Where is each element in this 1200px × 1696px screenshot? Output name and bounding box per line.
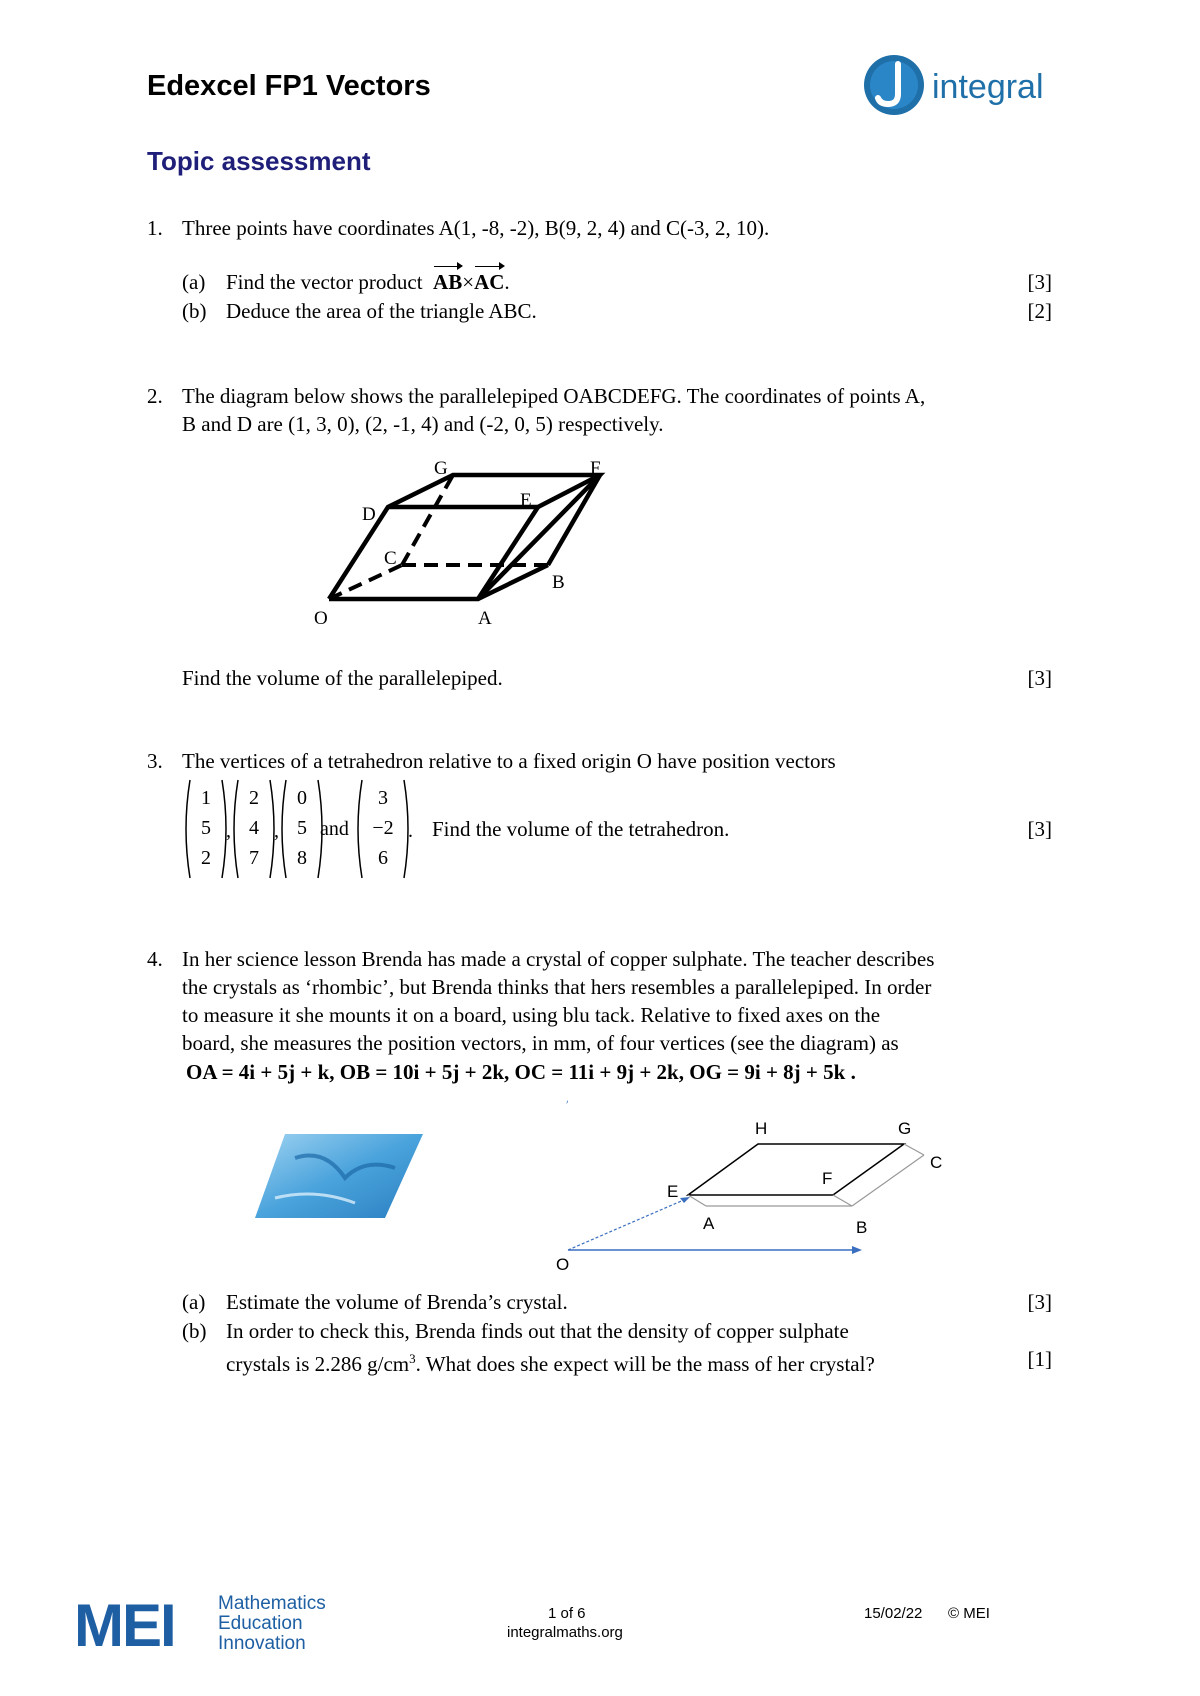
q4-number: 4.: [147, 947, 163, 971]
label-a: A: [478, 608, 492, 629]
copyright: © MEI: [948, 1605, 990, 1622]
q4a-mark: [3]: [1027, 1290, 1052, 1314]
q1-number: 1.: [147, 216, 163, 240]
label-e: E: [520, 490, 532, 511]
date: 15/02/22: [864, 1605, 923, 1622]
comma-2: ,: [274, 820, 279, 842]
q1a-prompt: Find the vector product: [226, 270, 423, 294]
q3-line1: The vertices of a tetrahedron relative to a fixed origin O have position vectors: [182, 749, 836, 773]
q4b-line2-pre: crystals is 2.286 g/cm: [226, 1352, 410, 1376]
crystal-diagram: [540, 1095, 970, 1285]
q2-mark: [3]: [1027, 666, 1052, 690]
label-o: O: [556, 1255, 570, 1274]
q2-line2: B and D are (1, 3, 0), (2, -1, 4) and (-2, 0, 5) respectively.: [182, 412, 664, 436]
comma-1: ,: [226, 820, 231, 842]
q4b-superscript: 3: [409, 1351, 416, 1366]
label-c: C: [384, 548, 397, 569]
q1b-mark: [2]: [1027, 299, 1052, 323]
q3-number: 3.: [147, 749, 163, 773]
crystal-shape: [255, 1134, 423, 1218]
edge-ea: [688, 1195, 706, 1206]
axis-arrowhead-top: [566, 1100, 568, 1104]
label-a: A: [703, 1214, 715, 1233]
site-url: integralmaths.org: [507, 1624, 623, 1641]
page-title: Edexcel FP1 Vectors: [147, 70, 431, 102]
label-c: C: [930, 1153, 943, 1172]
q4b-line2-post: . What does she expect will be the mass of her crystal?: [415, 1352, 875, 1376]
mei-logo-mark: MEI: [74, 1592, 175, 1659]
q4-line1: In her science lesson Brenda has made a crystal of copper sulphate. The teacher describes: [182, 947, 935, 971]
vector-4: 3 −2 6: [372, 787, 394, 869]
q4b-line2: [226, 1345, 875, 1378]
cross-symbol: ×: [462, 270, 475, 294]
q1a-text: [226, 268, 510, 296]
integral-logo-icon: [862, 52, 1092, 118]
vector-ab: AB: [433, 270, 463, 294]
mei-logo-text: [218, 1594, 326, 1654]
section-subtitle: Topic assessment: [147, 146, 371, 176]
label-g: G: [898, 1119, 912, 1138]
edge-cb: [852, 1155, 924, 1206]
vector-ac: AC: [474, 270, 505, 294]
label-f: F: [590, 458, 601, 479]
parallelepiped-diagram: [300, 450, 640, 635]
mei-line-3: Innovation: [218, 1633, 306, 1654]
label-o: O: [314, 608, 328, 629]
q4-line3: to measure it she mounts it on a board, using blu tack. Relative to fixed axes on the: [182, 1003, 881, 1027]
svg-text:integral: [932, 68, 1044, 106]
q1a-mark: [3]: [1027, 270, 1052, 294]
mei-logo: [74, 1594, 374, 1664]
integral-logo-text: integral: [932, 68, 1044, 106]
q4b-mark: [1]: [1027, 1347, 1052, 1371]
q4-line4: board, she measures the position vectors, in mm, of four vertices (see the diagram) as: [182, 1031, 899, 1055]
position-vectors: [182, 776, 414, 882]
label-d: D: [362, 504, 376, 525]
label-e: E: [667, 1182, 679, 1201]
vector-oa-arrow: [568, 1199, 686, 1250]
label-b: B: [552, 572, 565, 593]
q2-line1: The diagram below shows the parallelepiped OABCDEFG. The coordinates of points A,: [182, 384, 926, 408]
and-word: and: [320, 818, 349, 840]
q2-number: 2.: [147, 384, 163, 408]
q1a-period: .: [504, 270, 510, 294]
q1a-label: (a): [182, 270, 206, 294]
q1b-text: Deduce the area of the triangle ABC.: [226, 299, 537, 323]
q4b-line1: In order to check this, Brenda finds out that the density of copper sulphate: [226, 1319, 849, 1343]
q1-text: Three points have coordinates A(1, -8, -2), B(9, 2, 4) and C(-3, 2, 10).: [182, 216, 770, 240]
vector-period: .: [408, 820, 413, 842]
mei-line-2: Education: [218, 1613, 303, 1634]
vector-1: 1 5 2: [201, 787, 211, 869]
q3-mark: [3]: [1027, 817, 1052, 841]
q3-question: Find the volume of the tetrahedron.: [432, 817, 730, 841]
integral-logo: [862, 52, 1092, 118]
crystal-top-face: [688, 1144, 904, 1195]
q2-question: Find the volume of the parallelepiped.: [182, 666, 503, 690]
label-g: G: [434, 458, 448, 479]
q4-line2: the crystals as ‘rhombic’, but Brenda thinks that hers resembles a parallelepiped. In order: [182, 975, 932, 999]
edge-fb: [833, 1195, 852, 1206]
vector-3: 0 5 8: [297, 787, 307, 869]
mei-line-1: Mathematics: [218, 1593, 326, 1614]
oa-arrowhead: [680, 1197, 690, 1203]
label-f: F: [822, 1169, 833, 1188]
vector-2: 2 4 7: [249, 787, 259, 869]
page-number: 1 of 6: [548, 1605, 586, 1622]
ob-arrowhead: [852, 1246, 862, 1254]
crystal-photo: [255, 1128, 425, 1224]
q4b-label: (b): [182, 1319, 207, 1343]
label-h: H: [755, 1119, 768, 1138]
q1b-label: (b): [182, 299, 207, 323]
edge-gc: [904, 1144, 924, 1155]
q4-vectors: OA = 4i + 5j + k, OB = 10i + 5j + 2k, OC = 11i + 9j + 2k, OG = 9i + 8j + 5k .: [186, 1060, 856, 1084]
q4a-label: (a): [182, 1290, 206, 1314]
q4a-text: Estimate the volume of Brenda’s crystal.: [226, 1290, 568, 1314]
label-b: B: [856, 1218, 868, 1237]
